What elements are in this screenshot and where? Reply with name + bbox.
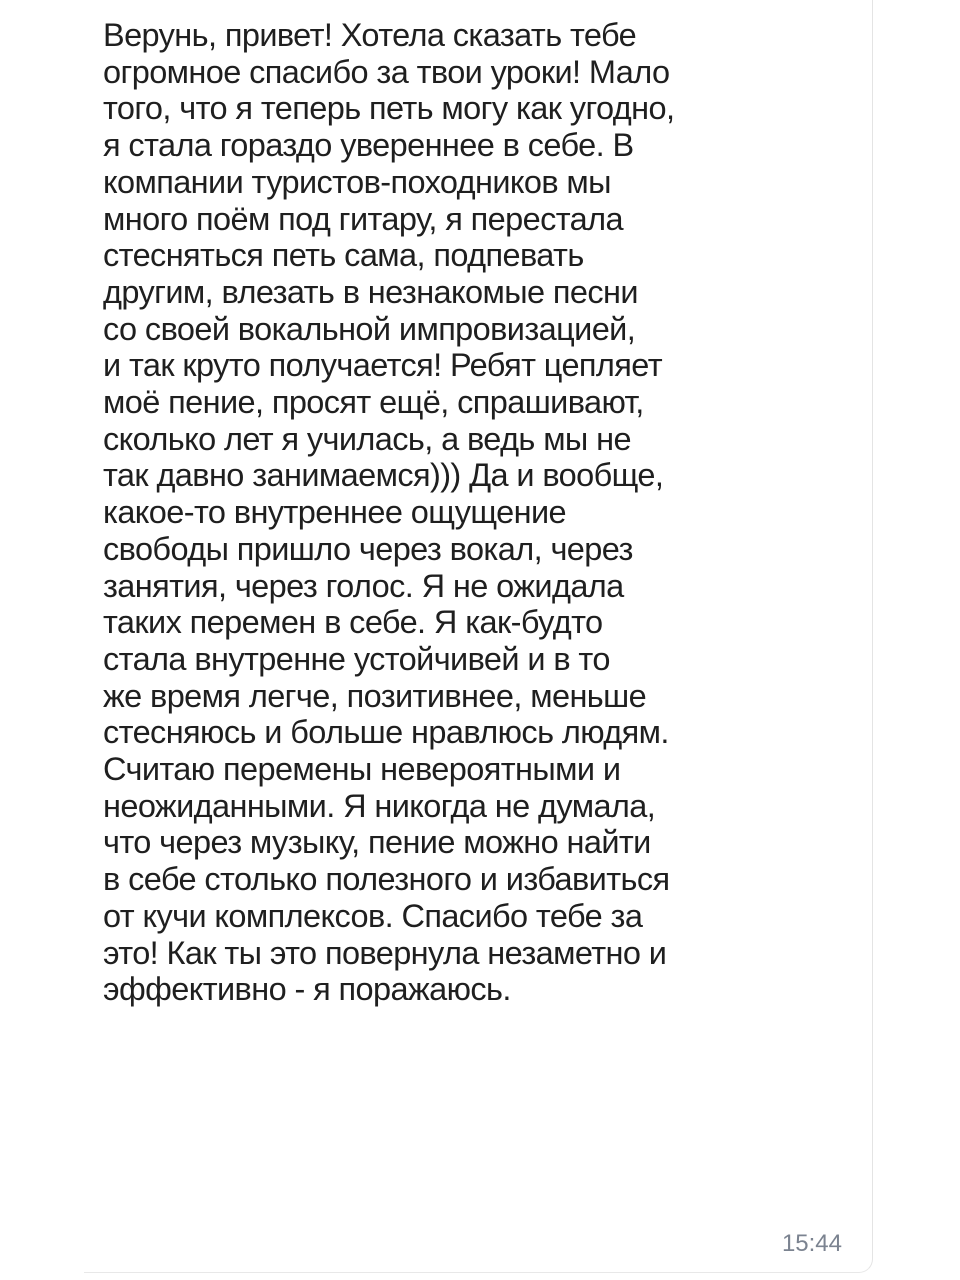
message-text-line: в себе столько полезного и избавиться: [103, 861, 670, 898]
message-text-line: со своей вокальной импровизацией,: [103, 310, 636, 347]
message-text-line: компании туристов-походников мы: [103, 163, 611, 200]
message-text-line: неожиданными. Я никогда не думала,: [103, 787, 656, 824]
message-text-line: таких перемен в себе. Я как-будто: [103, 604, 603, 641]
message-bubble[interactable]: [84, 0, 873, 1273]
message-text-line: другим, влезать в незнакомые песни: [103, 273, 638, 310]
message-timestamp: 15:44: [781, 1230, 842, 1257]
message-text-line: стесняться петь сама, подпевать: [103, 237, 584, 274]
message-text-line: же время легче, позитивнее, меньше: [103, 677, 647, 714]
message-text-line: так давно занимаемся))) Да и вообще,: [103, 457, 664, 494]
message-text-line: того, что я теперь петь могу как угодно,: [103, 90, 675, 127]
message-text-line: стала внутренне устойчивей и в то: [103, 640, 610, 677]
message-text-line: от кучи комплексов. Спасибо тебе за: [103, 897, 643, 934]
message-text-line: это! Как ты это повернула незаметно и: [103, 934, 667, 971]
message-text-line: какое-то внутреннее ощущение: [103, 494, 567, 531]
message-text-line: Считаю перемены невероятными и: [103, 751, 621, 788]
message-text-line: эффективно - я поражаюсь.: [103, 971, 511, 1008]
message-text-line: Верунь, привет! Хотела сказать тебе: [103, 17, 637, 53]
message-text: [103, 17, 674, 1008]
message-text-line: много поём под гитару, я перестала: [103, 200, 623, 237]
message-text-line: что через музыку, пение можно найти: [103, 824, 651, 861]
message-text-line: сколько лет я училась, а ведь мы не: [103, 420, 631, 457]
message-text-line: я стала гораздо увереннее в себе. В: [103, 127, 634, 164]
message-text-line: свободы пришло через вокал, через: [103, 530, 633, 567]
message-text-line: огромное спасибо за твои уроки! Мало: [103, 53, 670, 90]
message-text-line: и так круто получается! Ребят цепляет: [103, 347, 662, 384]
message-text-line: моё пение, просят ещё, спрашивают,: [103, 384, 644, 421]
message-text-line: занятия, через голос. Я не ожидала: [103, 567, 624, 604]
message-text-line: стесняюсь и больше нравлюсь людям.: [103, 714, 669, 751]
